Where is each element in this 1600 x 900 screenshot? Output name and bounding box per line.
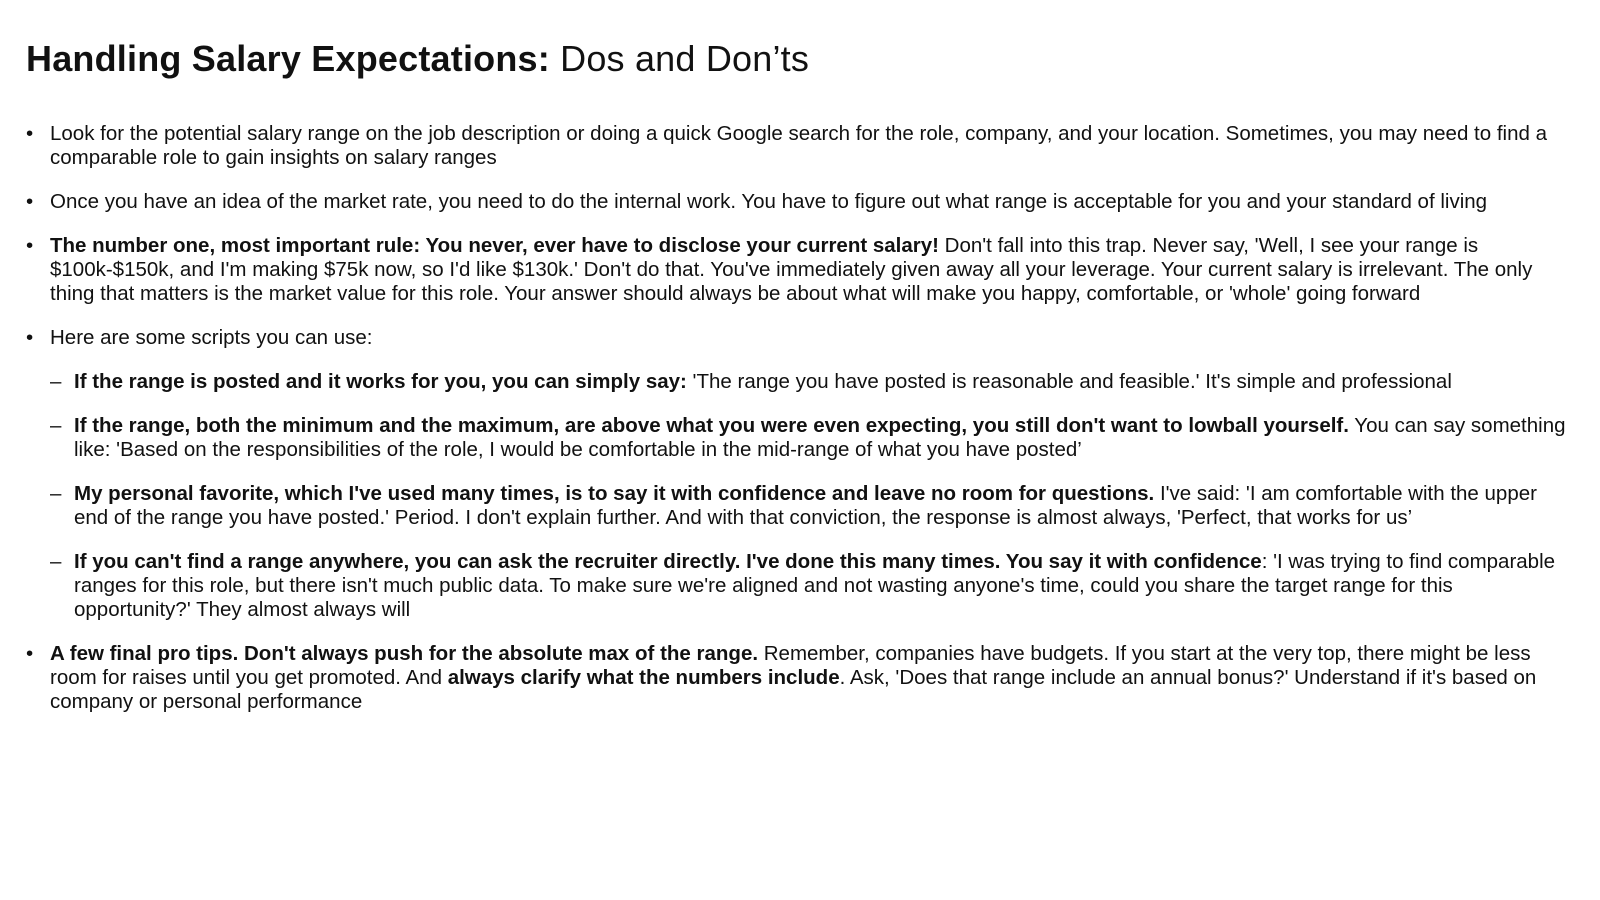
- slide-title: [26, 36, 1560, 82]
- bullet-bold-text: The number one, most important rule: You never, ever have to disclose your current salary!: [50, 234, 939, 257]
- bullet-item-final-tips: [26, 642, 1566, 714]
- script-bold-text: If the range, both the minimum and the maximum, are above what you were even expecting, you still don't want to lowball yourself.: [74, 414, 1349, 437]
- final-tip-bold-2: always clarify what the numbers include: [447, 666, 840, 689]
- slide-title-bold: Handling Salary Expectations:: [26, 38, 550, 79]
- bullet-marker: •: [26, 326, 34, 349]
- script-text: : 'I was trying to find comparable ranges for this role, but there isn't much public data. To make sure we're aligned and not wasting anyone's time, could you share the target range for this opportunity?' They almost always will: [74, 550, 1556, 621]
- bullet-marker: •: [26, 122, 34, 145]
- bullet-text: Once you have an idea of the market rate, you need to do the internal work. You have to figure out what range is acceptable for you and your standard of living: [50, 190, 1488, 213]
- bullet-marker: •: [26, 234, 34, 257]
- script-item-above-expectations: [26, 414, 1566, 462]
- script-text: You can say something like: 'Based on the responsibilities of the role, I would be comfortable in the mid-range of what you have posted’: [74, 414, 1566, 461]
- bullet-marker: •: [26, 190, 34, 213]
- bullet-item-internal-work: [26, 190, 1566, 214]
- final-tip-bold-1: A few final pro tips. Don't always push for the absolute max of the range.: [50, 642, 759, 665]
- bullet-text: Look for the potential salary range on the job description or doing a quick Google search for the role, company, and your location. Sometimes, you may need to find a comparable role to gain insights on salary ranges: [50, 122, 1547, 169]
- script-text: I've said: 'I am comfortable with the upper end of the range you have posted.' Period. I don't explain further. And with that conviction, the response is almost always, 'Perfect, that works for us’: [74, 482, 1537, 529]
- dash-marker: –: [50, 370, 62, 393]
- dash-marker: –: [50, 550, 62, 573]
- bullet-marker: •: [26, 642, 34, 665]
- script-item-personal-favorite: [26, 482, 1566, 530]
- bullet-text: Here are some scripts you can use:: [50, 326, 373, 349]
- bullet-list: [26, 122, 1566, 714]
- script-bold-text: My personal favorite, which I've used many times, is to say it with confidence and leave no room for questions.: [74, 482, 1155, 505]
- final-tip-text-1: Remember, companies have budgets. If you start at the very top, there might be less room for raises until you get promoted. And: [50, 642, 1531, 689]
- slide-title-rest: Dos and Don’ts: [549, 38, 810, 79]
- script-text: 'The range you have posted is reasonable and feasible.' It's simple and professional: [686, 370, 1452, 393]
- bullet-item-research-range: [26, 122, 1566, 170]
- bullet-item-never-disclose: [26, 234, 1566, 306]
- dash-marker: –: [50, 414, 62, 437]
- bullet-item-scripts-intro: [26, 326, 1566, 350]
- dash-marker: –: [50, 482, 62, 505]
- script-bold-text: If you can't find a range anywhere, you can ask the recruiter directly. I've done this many times. You say it with confidence: [74, 550, 1262, 573]
- final-tip-text-2: . Ask, 'Does that range include an annual bonus?' Understand if it's based on company or personal performance: [50, 666, 1537, 713]
- script-item-range-posted: [26, 370, 1566, 394]
- script-bold-text: If the range is posted and it works for you, you can simply say:: [74, 370, 687, 393]
- script-item-ask-recruiter: [26, 550, 1566, 622]
- bullet-text: Don't fall into this trap. Never say, 'Well, I see your range is $100k-$150k, and I'm making $75k now, so I'd like $130k.' Don't do that. You've immediately given away all your leverage. Your current salary is irrelevant. The only thing that matters is the market value for this role. Your answer should always be about what will make you happy, comfortable, or 'whole' going forward: [50, 234, 1533, 305]
